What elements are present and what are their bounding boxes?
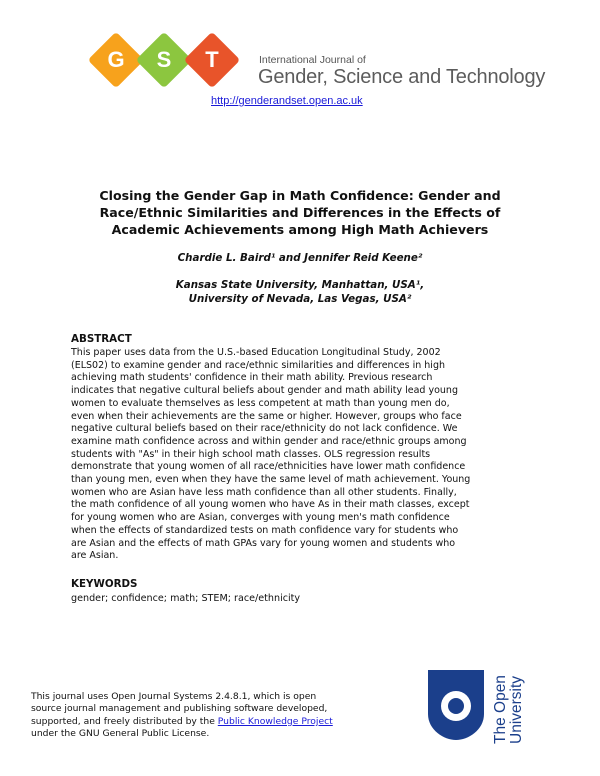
ou-wordmark-line: The Open [492,675,509,744]
open-university-wordmark [493,675,525,744]
article-authors: Chardie L. Baird¹ and Jennifer Reid Keene² [177,252,423,264]
ojs-notice [31,691,381,741]
abstract-line: when the effects of standardized tests on math confidence vary for students who [71,524,459,536]
abstract-line: negative cultural beliefs based on their race/ethnicity do not lack confidence. We [71,423,458,435]
abstract-line: are Asian and the effects of math GPAs vary for young women and students who [71,537,456,549]
logo-diamond-g [88,32,145,89]
abstract-line: indicates that negative cultural beliefs about gender and math ability lead young [71,385,458,397]
journal-name-line1: International Journal of [259,54,366,66]
abstract-line: students with "As" in their high school math classes. OLS regression results [71,448,431,460]
logo-letter-s: S [156,47,172,72]
logo-diamond-s [136,32,193,89]
gst-logo [86,34,226,98]
abstract-heading: ABSTRACT [71,333,132,345]
abstract-line: (ELS02) to examine gender and race/ethnic similarities and differences in high [71,359,445,371]
affiliation-line: Kansas State University, Manhattan, USA¹, [175,279,425,291]
logo-letter-g: G [107,47,125,72]
ojs-line [31,716,381,728]
abstract-line: demonstrate that young women of all race/ethnicities have lower math confidence [71,461,466,473]
ojs-line: source journal management and publishing software developed, [31,703,328,715]
ou-wordmark-line: University [508,675,525,744]
ojs-line-text: supported, and freely distributed by the [31,715,215,727]
abstract-line: achieving math students' confidence in their math ability. Previous research [71,372,433,384]
abstract-line: are Asian. [71,550,119,562]
keywords-heading: KEYWORDS [71,578,138,590]
pkp-link[interactable]: Public Knowledge Project [217,715,333,727]
keywords-list: gender; confidence; math; STEM; race/ethnicity [71,593,301,604]
journal-name-line2: Gender, Science and Technology [258,66,546,88]
abstract-line: for young women who are Asian, converges with young men's math confidence [71,512,450,524]
open-university-shield-icon [428,670,484,740]
abstract-line: This paper uses data from the U.S.-based Education Longitudinal Study, 2002 [71,347,441,358]
abstract-line: the math confidence of all young women who have As in their math classes, except [71,499,470,511]
abstract-line: women who are Asian have less math confidence than all other students. Finally, [71,486,457,498]
license-line: under the GNU General Public License. [31,728,210,740]
ojs-line: This journal uses Open Journal Systems 2.4.8.1, which is open [31,691,317,702]
title-line: Closing the Gender Gap in Math Confidence: Gender and [99,188,501,203]
journal-url-link[interactable]: http://genderandset.open.ac.uk [211,95,363,107]
title-line: Race/Ethnic Similarities and Differences in the Effects of [99,205,501,220]
abstract-body [71,347,531,563]
affiliation-line: University of Nevada, Las Vegas, USA² [188,292,412,305]
abstract-line: women to evaluate themselves as less competent at math than young men do, [71,397,450,409]
logo-diamond-t [184,32,241,89]
abstract-line: than young men, even when they have the same level of math achievement. Young [71,474,471,486]
logo-letter-t: T [205,47,219,72]
article-title [60,187,540,238]
abstract-line: even when their achievements are the same or higher. However, groups who face [71,410,462,422]
author-affiliations [0,279,600,306]
abstract-line: examine math confidence across and within gender and race/ethnic groups among [71,435,467,447]
title-line: Academic Achievements among High Math Achievers [111,222,489,237]
